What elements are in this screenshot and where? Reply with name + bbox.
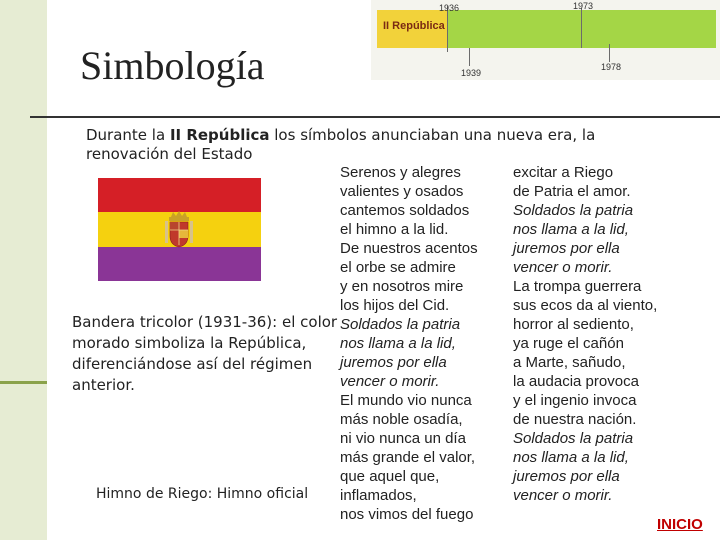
timeline-label: 1973 — [573, 1, 594, 11]
lyric-line: El mundo vio nunca — [340, 392, 472, 409]
intro-paragraph — [86, 126, 606, 164]
lyric-line: sus ecos da al viento, — [513, 297, 658, 314]
timeline-graphic — [371, 0, 720, 80]
lyric-line: nos llama a la lid, — [340, 335, 456, 352]
lyric-line: Soldados la patria — [513, 430, 634, 447]
side-band — [0, 0, 47, 540]
timeline-tick — [581, 8, 582, 48]
lyric-line: el orbe se admire — [340, 259, 456, 276]
lyric-line: ya ruge el cañón — [513, 335, 624, 352]
lyric-line: a Marte, sañudo, — [513, 354, 626, 371]
timeline-label: 1936 — [439, 3, 460, 13]
intro-prefix: Durante la — [86, 126, 170, 144]
title-divider — [30, 116, 720, 118]
lyric-line: excitar a Riego — [513, 164, 614, 181]
lyric-line: La trompa guerrera — [513, 278, 642, 295]
lyric-line: valientes y osados — [340, 183, 464, 200]
lyric-line: vencer o morir. — [513, 259, 613, 276]
coat-of-arms-icon — [164, 211, 194, 248]
lyric-line: Soldados la patria — [513, 202, 634, 219]
lyric-line: horror al sediento, — [513, 316, 634, 333]
intro-suffix: los símbolos anunciaban una nueva era, la renovación del Estado — [86, 126, 596, 163]
lyric-line: vencer o morir. — [340, 373, 440, 390]
lyric-line: juremos por ella — [513, 240, 620, 257]
timeline-segment-label: II República — [383, 20, 445, 32]
lyric-line: el himno a la lid. — [340, 221, 449, 238]
lyric-line: más noble osadía, — [340, 411, 463, 428]
anthem-lyrics-column-2 — [513, 163, 657, 505]
flag-stripe-purple — [98, 247, 261, 281]
lyric-line: cantemos soldados — [340, 202, 470, 219]
lyric-line: Serenos y alegres — [340, 164, 461, 181]
lyric-line: juremos por ella — [340, 354, 447, 371]
lyric-line: los hijos del Cid. — [340, 297, 450, 314]
lyric-line: Soldados la patria — [340, 316, 461, 333]
lyric-line: más grande el valor, — [340, 449, 476, 466]
side-accent-line — [0, 381, 47, 384]
timeline-tick — [609, 44, 610, 62]
lyric-line: nos llama a la lid, — [513, 221, 629, 238]
inicio-link[interactable]: INICIO — [657, 516, 703, 533]
lyric-line: que aquel que, — [340, 468, 440, 485]
lyric-line: de Patria el amor. — [513, 183, 631, 200]
lyric-line: nos vimos del fuego — [340, 506, 474, 523]
timeline-tick — [469, 48, 470, 66]
lyric-line: nos llama a la lid, — [513, 449, 629, 466]
intro-bold: II República — [169, 126, 270, 144]
lyric-line: De nuestros acentos — [340, 240, 478, 257]
lyric-line: inflamados, — [340, 487, 417, 504]
lyric-line: la audacia provoca — [513, 373, 639, 390]
slide-title: Simbología — [80, 43, 265, 88]
lyric-line: y el ingenio invoca — [513, 392, 637, 409]
lyric-line: vencer o morir. — [513, 487, 613, 504]
lyric-line: y en nosotros mire — [340, 278, 464, 295]
flag-stripe-red — [98, 178, 261, 212]
anthem-caption: Himno de Riego: Himno oficial — [96, 486, 309, 502]
tricolor-flag-image — [98, 178, 261, 281]
lyric-line: juremos por ella — [513, 468, 620, 485]
flag-caption: Bandera tricolor (1931-36): el color morado simboliza la República, diferenciándose así del régimen anterior. — [72, 313, 338, 394]
anthem-lyrics-column-1 — [340, 163, 478, 524]
lyric-line: ni vio nunca un día — [340, 430, 466, 447]
timeline-label: 1978 — [601, 62, 622, 72]
lyric-line: de nuestra nación. — [513, 411, 637, 428]
timeline-label: 1939 — [461, 68, 482, 78]
